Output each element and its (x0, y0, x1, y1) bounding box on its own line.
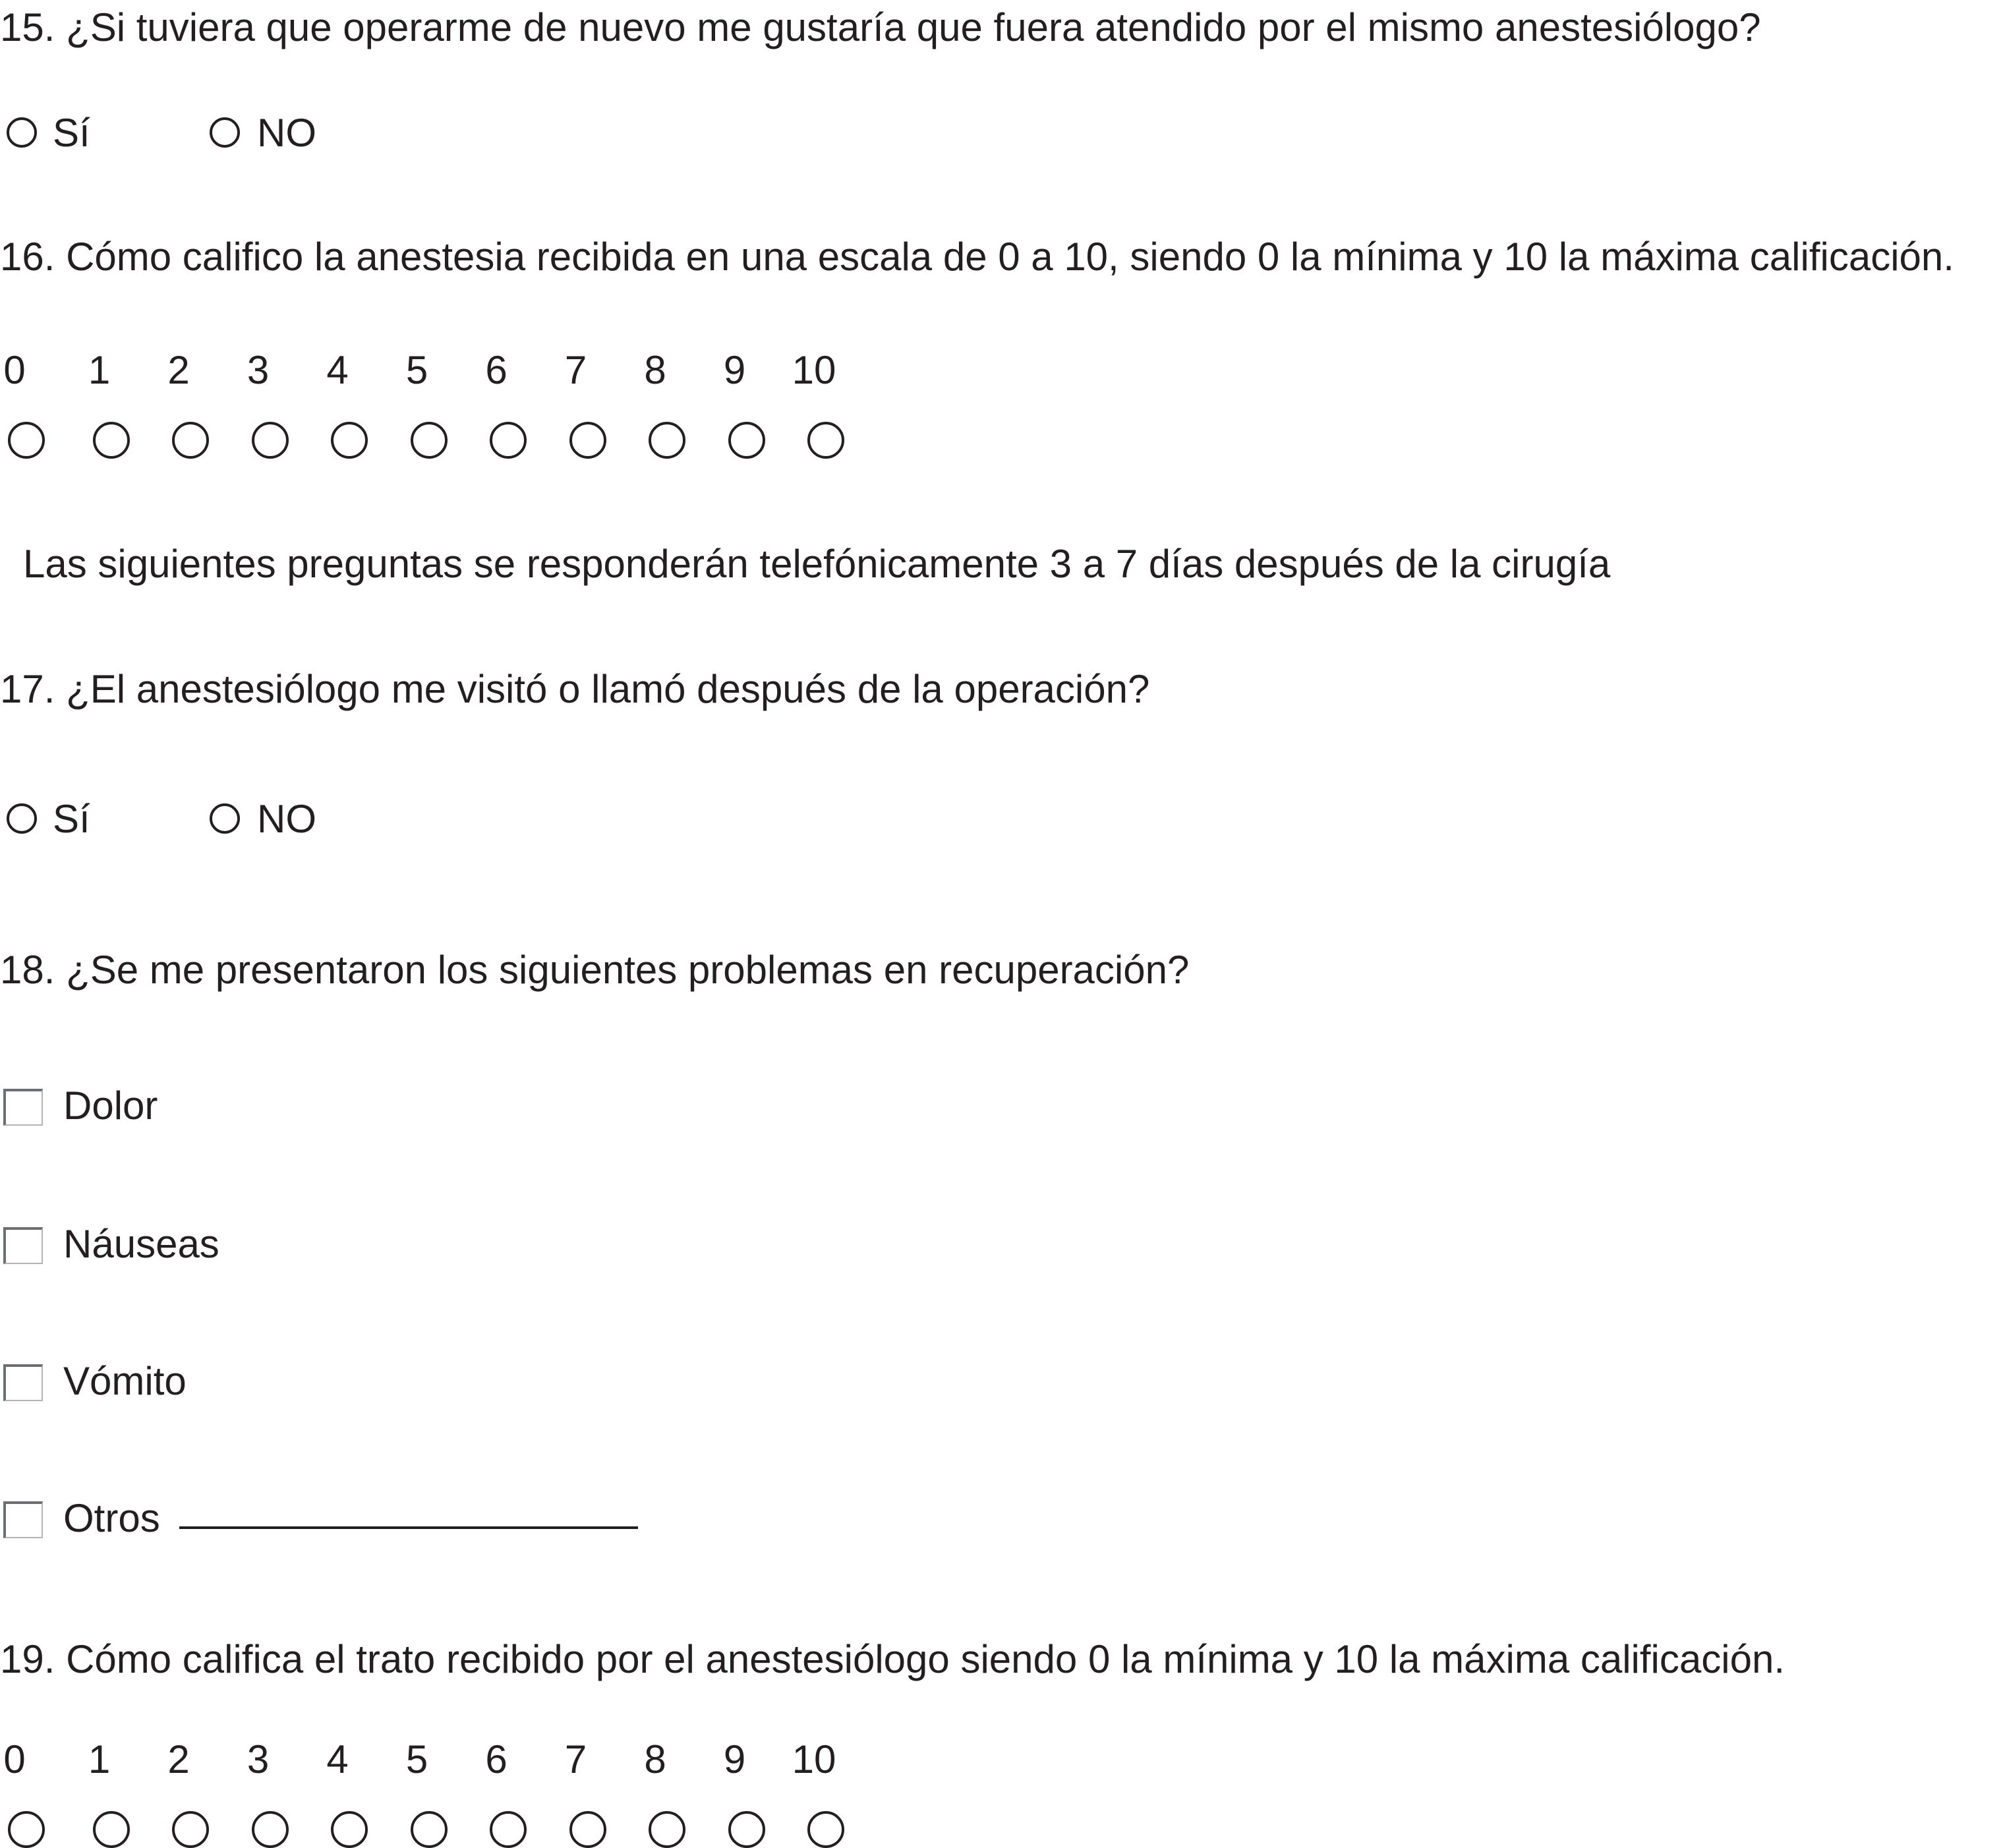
q15-question: 15. ¿Si tuviera que operarme de nuevo me gustaría que fuera atendido por el mismo anestesiólogo? (0, 5, 1761, 49)
q17-radio-si[interactable] (7, 803, 37, 834)
q19-scale-radio[interactable] (411, 1811, 448, 1848)
q16-scale-label: 6 (485, 348, 508, 392)
q16-scale-label: 5 (405, 348, 428, 392)
q16-scale-label: 1 (88, 348, 111, 392)
q19-scale-label: 10 (792, 1737, 836, 1781)
q16-scale-radio[interactable] (331, 422, 368, 459)
q16-scale-radio[interactable] (8, 422, 45, 459)
q16-scale-label: 4 (326, 348, 349, 392)
q16-scale-radio[interactable] (490, 422, 527, 459)
q19-scale-radio[interactable] (807, 1811, 844, 1848)
q16-scale-radio[interactable] (411, 422, 448, 459)
q18-label-nauseas: Náuseas (63, 1222, 219, 1266)
q16-scale-label: 9 (723, 348, 746, 392)
q19-question: 19. Cómo califica el trato recibido por el anestesiólogo siendo 0 la mínima y 10 la máxima calificación. (0, 1637, 1785, 1681)
q17-radio-no[interactable] (210, 803, 240, 834)
q16-scale-radio[interactable] (569, 422, 606, 459)
q18-label-vomito: Vómito (63, 1359, 187, 1403)
q16-scale-radio[interactable] (172, 422, 209, 459)
q19-scale-radio[interactable] (490, 1811, 527, 1848)
q18-checkbox-nauseas[interactable] (3, 1227, 43, 1264)
phone-followup-note: Las siguientes preguntas se responderán telefónicamente 3 a 7 días después de la cirugía (23, 542, 1611, 586)
q19-scale-label: 7 (564, 1737, 587, 1781)
q17-label-si: Sí (53, 797, 90, 841)
q17-label-no: NO (257, 797, 316, 841)
q16-scale-label: 7 (564, 348, 587, 392)
q19-scale-radio[interactable] (728, 1811, 765, 1848)
q18-label-dolor: Dolor (63, 1083, 158, 1128)
q16-scale-label: 3 (247, 348, 270, 392)
q19-scale-radio[interactable] (252, 1811, 289, 1848)
q15-radio-si[interactable] (7, 117, 37, 148)
q19-scale-label: 3 (247, 1737, 270, 1781)
q19-scale-label: 6 (485, 1737, 508, 1781)
q19-scale-radio[interactable] (8, 1811, 45, 1848)
q17-question: 17. ¿El anestesiólogo me visitó o llamó después de la operación? (0, 667, 1150, 711)
q16-scale-radio[interactable] (807, 422, 844, 459)
q19-scale-label: 4 (326, 1737, 349, 1781)
q18-label-otros: Otros (63, 1496, 160, 1540)
q19-scale-label: 1 (88, 1737, 111, 1781)
q18-checkbox-dolor[interactable] (3, 1089, 43, 1126)
q16-scale-radio[interactable] (728, 422, 765, 459)
q16-scale-radio[interactable] (252, 422, 289, 459)
q16-scale-radio[interactable] (649, 422, 685, 459)
q19-scale-radio[interactable] (649, 1811, 685, 1848)
q15-label-no: NO (257, 111, 316, 155)
q19-scale-radio[interactable] (172, 1811, 209, 1848)
q19-scale-label: 2 (167, 1737, 190, 1781)
q16-scale-label: 0 (3, 348, 26, 392)
q19-scale-radio[interactable] (93, 1811, 130, 1848)
q19-scale-label: 5 (405, 1737, 428, 1781)
q18-question: 18. ¿Se me presentaron los siguientes problemas en recuperación? (0, 948, 1190, 992)
q16-scale-label: 8 (644, 348, 666, 392)
q15-label-si: Sí (53, 111, 90, 155)
q19-scale-radio[interactable] (569, 1811, 606, 1848)
q18-checkbox-otros[interactable] (3, 1501, 43, 1538)
q16-question: 16. Cómo califico la anestesia recibida en una escala de 0 a 10, siendo 0 la mínima y 10 la máxima calificación. (0, 235, 1954, 279)
q16-scale-label: 10 (792, 348, 836, 392)
q19-scale-radio[interactable] (331, 1811, 368, 1848)
q15-radio-no[interactable] (210, 117, 240, 148)
q19-scale-label: 9 (723, 1737, 746, 1781)
q16-scale-radio[interactable] (93, 422, 130, 459)
q18-otros-blank-line[interactable] (179, 1526, 638, 1529)
q19-scale-label: 8 (644, 1737, 666, 1781)
q16-scale-label: 2 (167, 348, 190, 392)
q19-scale-label: 0 (3, 1737, 26, 1781)
q18-checkbox-vomito[interactable] (3, 1364, 43, 1401)
